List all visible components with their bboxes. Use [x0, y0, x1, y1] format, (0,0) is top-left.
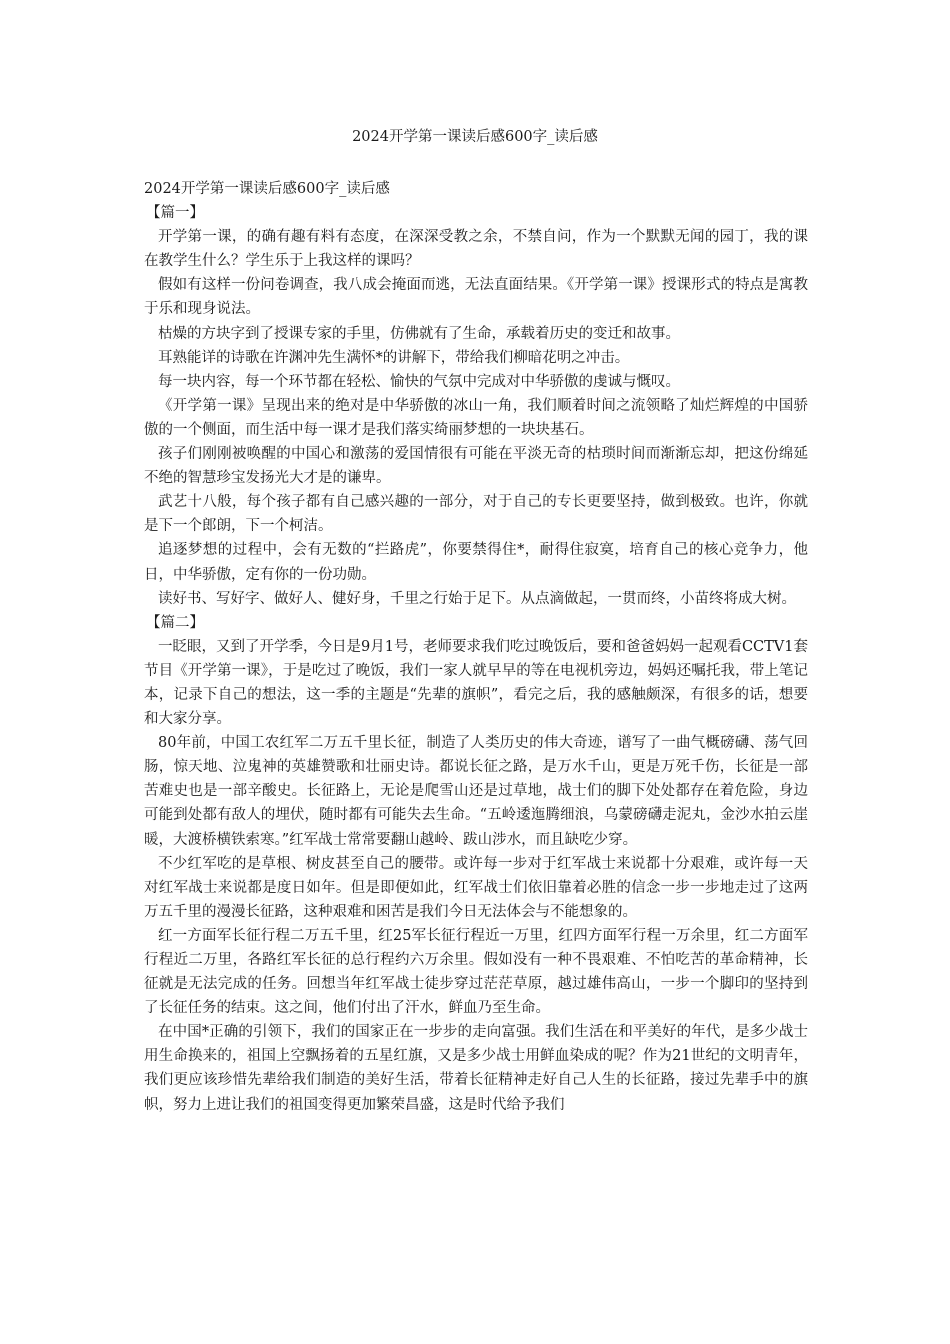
- paragraph: 不少红军吃的是草根、树皮甚至自己的腰带。或许每一步对于红军战士来说都十分艰难，或许每一天对红军战士来说都是度日如年。但是即便如此，红军战士们依旧靠着必胜的信念一步一步地走过了这两万五千里的漫漫长征路，这种艰难和困苦是我们今日无法体会与不能想象的。: [144, 855, 808, 920]
- section-heading: 【篇二】: [146, 614, 204, 631]
- paragraph: 《开学第一课》呈现出来的绝对是中华骄傲的冰山一角，我们顺着时间之流领略了灿烂辉煌的中国骄傲的一个侧面，而生活中每一课才是我们落实绮丽梦想的一块块基石。: [144, 397, 808, 438]
- paragraph: 读好书、写好字、做好人、健好身，千里之行始于足下。从点滴做起，一贯而终，小苗终将成大树。: [158, 590, 796, 607]
- paragraph: 开学第一课，的确有趣有料有态度，在深深受教之余，不禁自问，作为一个默默无闻的园丁，我的课在教学生什么？学生乐于上我这样的课吗？: [144, 229, 808, 270]
- document-subtitle: 2024开学第一课读后感600字_读后感: [144, 181, 390, 197]
- document-body: [144, 177, 808, 1117]
- section-heading: 【篇一】: [146, 205, 204, 222]
- paragraph: 红一方面军长征行程二万五千里，红25军长征行程近一万里，红四方面军行程一万余里，红二方面军行程近二万里，各路红军长征的总行程约六万余里。假如没有一种不畏艰难、不怕吃苦的革命精神，长征就是无法完成的任务。回想当年红军战士徒步穿过茫茫草原，越过雄伟高山，一步一个脚印的坚持到了长征任务的结束。这之间，他们付出了汗水，鲜血乃至生命。: [144, 927, 808, 1017]
- paragraph: 枯燥的方块字到了授课专家的手里，仿佛就有了生命，承载着历史的变迁和故事。: [158, 325, 680, 342]
- paragraph: 假如有这样一份问卷调查，我八成会掩面而逃，无法直面结果。《开学第一课》授课形式的特点是寓教于乐和现身说法。: [144, 277, 808, 318]
- document-title: 2024开学第一课读后感600字_读后感: [352, 129, 598, 145]
- paragraph: 在中国*正确的引领下，我们的国家正在一步步的走向富强。我们生活在和平美好的年代，是多少战士用生命换来的，祖国上空飘扬着的五星红旗，又是多少战士用鲜血染成的呢？作为21世纪的文明青年，我们更应该珍惜先辈给我们制造的美好生活，带着长征精神走好自己人生的长征路，接过先辈手中的旗帜，努力上进让我们的祖国变得更加繁荣昌盛，这是时代给予我们: [144, 1024, 808, 1113]
- paragraph: 每一块内容，每一个环节都在轻松、愉快的气氛中完成对中华骄傲的虔诚与慨叹。: [158, 373, 680, 390]
- paragraph: 80年前，中国工农红军二万五千里长征，制造了人类历史的伟大奇迹，谱写了一曲气概磅礴、荡气回肠，惊天地、泣鬼神的英雄赞歌和壮丽史诗。都说长征之路，是万水千山，更是万死千伤，长征是一部苦难史也是一部辛酸史。长征路上，无论是爬雪山还是过草地，战士们的脚下处处都存在着危险，身边可能到处都有敌人的埋伏，随时都有可能失去生命。“五岭逶迤腾细浪，乌蒙磅礴走泥丸，金沙水拍云崖暖，大渡桥横铁索寒。”红军战士常常要翻山越岭、跋山涉水，而且缺吃少穿。: [144, 735, 808, 848]
- paragraph: 耳熟能详的诗歌在许渊冲先生满怀*的讲解下，带给我们柳暗花明之冲击。: [158, 349, 630, 366]
- paragraph: 武艺十八般，每个孩子都有自己感兴趣的一部分，对于自己的专长更要坚持，做到极致。也许，你就是下一个郎朗，下一个柯洁。: [144, 494, 808, 535]
- paragraph: 追逐梦想的过程中，会有无数的“拦路虎”，你要禁得住*，耐得住寂寞，培育自己的核心竞争力，他日，中华骄傲，定有你的一份功勋。: [144, 542, 808, 583]
- paragraph: 一眨眼，又到了开学季，今日是9月1号，老师要求我们吃过晚饭后，要和爸爸妈妈一起观看CCTV1套节目《开学第一课》，于是吃过了晚饭，我们一家人就早早的等在电视机旁边，妈妈还嘱托我，带上笔记本，记录下自己的想法，这一季的主题是“先辈的旗帜”，看完之后，我的感触颇深，有很多的话，想要和大家分享。: [144, 638, 809, 728]
- paragraph: 孩子们刚刚被唤醒的中国心和激荡的爱国情很有可能在平淡无奇的枯琐时间而渐渐忘却，把这份绵延不绝的智慧珍宝发扬光大才是的谦卑。: [144, 446, 808, 487]
